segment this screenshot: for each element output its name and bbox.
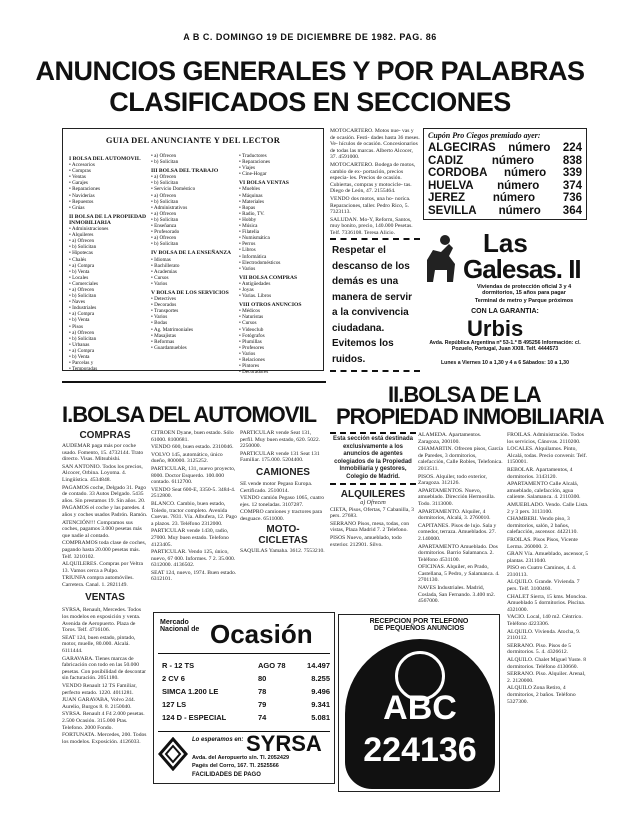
guide-item: • b) Solicitan <box>69 244 97 251</box>
ventas-head: VENTAS <box>85 592 125 604</box>
lottery-row <box>424 180 586 193</box>
guide-item: • Cine-Hogar <box>239 171 267 178</box>
guide-item: • b) Solicitan <box>151 198 179 205</box>
guide-item: • Naviderías <box>69 192 95 199</box>
guide-title: GUIA DEL ANUNCIANTE Y DEL LECTOR <box>105 135 281 145</box>
classified-ad: AMUEBLADO. Vendo. Calle Lista. 2 y 3 pers. 3113100. <box>507 501 589 515</box>
guide-item: • Materiales <box>239 198 265 205</box>
classified-ad: PISO en Cuatro Caminos, 4. 4. 2310113. <box>507 565 577 578</box>
galesas-guarantee: CON LA GARANTIA: <box>471 308 539 315</box>
guide-item: • a) Compra <box>69 347 95 354</box>
ocasion-model: 124 D - ESPECIAL <box>162 713 227 722</box>
lottery-number: 736 <box>562 192 582 204</box>
ocasion-heading <box>160 619 210 653</box>
guide-item: • Grúas <box>69 204 85 211</box>
guide-item: • Profesorado <box>151 229 180 236</box>
las-galesas-ad <box>423 226 587 374</box>
guide-item: • Reparaciones <box>239 159 271 166</box>
guide-item: • b) Solicitan <box>69 293 97 300</box>
classified-ad: PARTICULAR, 131, nuevo proyecto, 8000. Doctor Esquerdo. 100.000 contado. 6112700. <box>151 465 236 486</box>
guide-section-head: III BOLSA DEL TRABAJO <box>151 168 219 175</box>
classified-ad: VENDO camión Pegaso 1065, cuatro ejes. 12 toneladas. 3107287. <box>240 495 325 508</box>
guide-item: • Perros <box>239 241 256 248</box>
classified-ad: VOLVO 145, automático, único dueño, 800000. 3125252. <box>151 451 223 465</box>
classified-ad: ALQUILO. Chalet Miguel Yuste. 8 dormitorios. Teléfono 4130660. <box>507 657 587 670</box>
lottery-city: HUELVA <box>428 179 474 192</box>
lottery-city: CADIZ <box>428 154 464 167</box>
ocasion-year: 74 <box>258 713 267 722</box>
guide-section-head: VII BOLSA COMPRAS <box>239 274 298 281</box>
guide-item: • Pisos <box>69 323 84 330</box>
classified-ad: CAPITANES. Pisos de lujo. Sala y comedor, terraza. Amueblados. 27. 2.140000. <box>418 522 497 542</box>
ocasion-price: 9.496 <box>311 687 330 696</box>
ocasion-price: 8.255 <box>311 674 330 683</box>
guide-item: • a) Ofrecen <box>69 329 95 336</box>
classified-ad: SAN ANTONIO. Todos los precios, Alcocer, Orbina. Loyoma. 4. Lingüística. 4534848. <box>62 463 143 483</box>
page-header: A B C. DOMINGO 19 DE DICIEMBRE DE 1982. PAG. 86 <box>183 32 437 42</box>
classified-ad: ALQUILO. Vivienda. Atocha, 9. 2110112. <box>507 628 581 642</box>
guide-item: • Accesorios <box>69 162 95 169</box>
guide-item: • Joyas <box>239 286 254 293</box>
guide-section-head: IV BOLSA DE LA ENSEÑANZA <box>151 250 232 257</box>
ocasion-tag: Lo esperamos en: <box>192 737 244 743</box>
camiones-ads <box>240 481 326 523</box>
guide-item: • a) Ofrecen <box>151 174 177 181</box>
guide-item: • b) Solicitan <box>151 159 179 166</box>
classified-ad: SE vende motor Pegaso Europa. Certificado. 2510014. <box>240 480 313 494</box>
guide-item: • b) Venta <box>69 354 90 360</box>
auto-column-3 <box>240 430 326 610</box>
classified-ad: PARTICULAR vende Seat 131, perfil. Muy buen estado, 620. 5022. 2250000. <box>240 430 321 450</box>
guide-item: • Reparaciones <box>69 186 101 193</box>
guide-item: • b) Solicitan <box>151 180 179 187</box>
galesas-sub2: Terminal de metro y Parque próximos <box>474 298 574 304</box>
prop-intro: Esta sección está destinada exclusivamente a los anuncios de agentes colegiados de la Propiedad Inmobiliaria y gestores, Colegio de Madrid. <box>330 432 416 485</box>
classified-ad: AUDEMAR paga más por coche usado. Fomento, 15. 4732144. Trato directo. Visas. Mitsubishi. <box>62 443 144 463</box>
prop-column-3 <box>507 432 591 804</box>
compras-ads <box>62 443 148 588</box>
guide-column-1 <box>69 153 149 372</box>
lottery-number: 364 <box>562 204 582 217</box>
classified-ad: SALUDAN. Mo-Y, Reform, Santos, muy bonito, precio, 140.000 Pesetas. Telf. 7336108. Teresa Alicio. <box>330 216 413 236</box>
classified-ad: PISOS. Alquiler, todo exterior, Zaragoza. 312126. <box>418 473 487 487</box>
ofrecen-label: a) Ofrecen <box>360 500 386 506</box>
guide-section-head: V BOLSA DE LOS SERVICIOS <box>151 289 229 296</box>
ocasion-row <box>162 659 330 672</box>
guide-item: • Traductores <box>239 153 267 159</box>
guide-item: • b) Solicitan <box>151 216 179 223</box>
auto-column-2 <box>151 430 237 608</box>
classified-ad: COMPRO camiones y tractores para desguace. 6511000. <box>240 509 323 522</box>
classified-ad: PAGAMOS el coche y las paredes. 4 años y coches usados Padrón. Ramón. <box>62 505 148 518</box>
guide-item: • Guardamuebles <box>151 344 187 351</box>
ocasion-price: 14.497 <box>307 661 330 670</box>
prop-column-2 <box>418 432 504 612</box>
prop-column-1 <box>330 432 416 612</box>
guide-item: • Administrativos <box>151 204 188 211</box>
guide-item: • a) Ofrecen <box>151 192 177 199</box>
classified-ad: VENDO 600, buen estado. 2310046. <box>151 444 234 451</box>
classified-ad: BLANCO. Cambio, buen estado, Toledo, tractor completo. Avenida Cuevas. 7831. Vía. Albufera, 12. Pago a plazos. 23. Teléfono 2312000. <box>151 500 237 527</box>
lottery-number: 374 <box>562 179 582 192</box>
classified-ad: SAQUILAS Yamaha. 3612. 7553210. <box>240 547 325 554</box>
auto-col3-top <box>240 430 326 464</box>
classified-ad: PISOS Nuevo, amueblado, todo exterior. 212901. Silvo. <box>330 534 402 548</box>
guide-item: • Reformas <box>151 338 175 345</box>
classified-ad: CHAMBERI. Vendo piso, 3 dormitorios, salón, 2 baños, calefacción, ascensor. 4422110. <box>507 516 578 536</box>
classified-ad: APARTAMENTO Amueblado. Dos dormitorios. Barrio Salamanca. 2. Teléfono 4531100. <box>418 543 498 563</box>
camiones-head: CAMIONES <box>256 466 310 478</box>
guide-item: • Varias. Libros <box>239 293 272 300</box>
divider <box>62 381 326 383</box>
classified-ad: SYRSA, Renault, Mercedes. Todos los modelos en exposición y venta. Avenida de Aeropuerto. Plaza de Toros. Telf. 4716106. <box>62 607 142 634</box>
classified-ad: VENDO Renault 12 TS Familiar, perfecto estado. 1220. 4011281. <box>62 683 137 696</box>
classified-ad: OFICINAS. Alquiler, en Prado, Castellana, 5 Pedro, y Salamanca. 4. 2701130. <box>418 564 500 584</box>
classified-ad: SEAT 124, nuevo, 1974. Buen estado. 6312101. <box>151 569 237 583</box>
guide-item: • a) Ofrecen <box>151 210 177 217</box>
guide-item: • Administraciones <box>69 226 109 233</box>
guide-item: • Comerciales <box>69 280 99 287</box>
classified-ad: GRAN Vía. Amueblado, ascensor, 5 plantas. 2311040. <box>507 551 589 564</box>
lottery-number: 224 <box>562 142 582 154</box>
ventas-ads <box>62 607 148 745</box>
ocasion-year: 80 <box>258 674 267 683</box>
ocasion-head2: Nacional de <box>160 626 200 633</box>
lottery-row <box>424 192 586 205</box>
lottery-label: número <box>508 142 551 154</box>
section-prop-title2: PROPIEDAD INMOBILIARIA <box>336 404 604 429</box>
galesas-name1: Las <box>483 228 528 258</box>
guide-item: • Varios <box>239 265 256 272</box>
renault-logo <box>158 737 188 771</box>
guide-item: • b) Solicitan <box>69 335 97 342</box>
guide-item: • Ag. Matrimoniales <box>151 326 194 333</box>
classified-ad: ATENCIÓN!!! Compramos sus coches, pagamos 3.000 pesetas más que nadie al contado. <box>62 519 142 539</box>
guide-item: • Relaciones <box>239 357 265 363</box>
ocasion-table <box>162 659 330 724</box>
advertiser-guide <box>62 128 324 376</box>
page-title-line1: ANUNCIOS GENERALES Y POR PALABRAS <box>35 56 585 86</box>
guide-item: • Bodas <box>151 320 168 327</box>
guide-item: • Parcelas y <box>69 360 94 367</box>
guide-item: • Música <box>239 223 258 230</box>
classified-ad: GARAVABA. Tienes marcas de fabricación con todo en las 50.000 pesetas. Con posibilidad de descontar sin facturación. 2051180. <box>62 655 147 682</box>
classified-ad: FROILAS. Pisos Pisos, Vicente Lerma. 260000. 2. <box>507 536 578 550</box>
guide-item: • Cursos <box>151 274 169 281</box>
respect-notice <box>330 238 420 378</box>
guide-item: • Naturistas <box>239 314 264 321</box>
guide-item: • Plumillas <box>239 338 262 345</box>
compras-head: COMPRAS <box>79 430 131 441</box>
guide-item: • a) Ofrecen <box>69 286 95 293</box>
classified-ad: ALAMEDA. Apartamentos. Zaragoza, 200100. <box>418 432 482 445</box>
guide-item: • Transportes <box>151 308 179 315</box>
guide-item: • Varios <box>151 314 168 321</box>
galesas-hours: Lunes a Viernes 10 a 1,30 y 4 a 6 Sábados: 10 a 1,30 <box>441 360 569 366</box>
ocasion-head1: Mercado <box>160 619 189 626</box>
guide-item: • Idiomas <box>151 256 171 263</box>
classified-ad: FORTUNATA. Mercedes, 200. Todos los modelos. Exposición. 4126033. <box>62 732 147 745</box>
classified-ad: PARTICULAR vende 131 Seat 131 Familiar. 175.000. 5204400. <box>240 450 320 464</box>
guide-item: • b) Solicitan <box>151 241 179 248</box>
guide-item: • a) Compra <box>69 311 95 318</box>
guide-item: • Chalés <box>69 256 87 263</box>
lottery-number: 838 <box>562 154 582 167</box>
classified-ad: VACIO. Local, 140 m2. Céntrico. Teléfono 4223306. <box>507 614 583 628</box>
guide-item: • Naves <box>69 299 86 306</box>
classified-ad: SERRANO Pisos, mesa, todas, con vistas, Plaza Madrid 7. 2 Telefono. <box>330 520 410 534</box>
classified-ad: ALQUILO Zona Retiro, 4 dormitorios, 2 baños. Teléfono 5327300. <box>507 685 576 705</box>
lottery-row <box>424 155 586 168</box>
classified-ad: SEAT 124, buen estado, pintado, motor, muelle, 80.000. Alcalá. 6111444. <box>62 634 136 655</box>
guide-item: • Electrodomésticos <box>239 259 281 266</box>
lottery-row <box>424 142 586 155</box>
phone-reception-ad <box>338 614 500 792</box>
ocasion-price: 9.341 <box>311 700 330 709</box>
lottery-results-box <box>423 128 587 220</box>
guide-item: • Detectives <box>151 296 177 303</box>
telephone-illustration <box>345 639 495 789</box>
moto-head1: MOTO- <box>266 523 300 535</box>
ocasion-model: 127 LS <box>162 700 187 709</box>
guide-item: • Varios <box>151 280 168 287</box>
classified-ad: TRIUNFA compra automóviles. Carretera. Canal. 1. 2821149. <box>62 575 134 588</box>
alquileres-head: ALQUILERES <box>340 489 406 500</box>
ocasion-model: 2 CV 6 <box>162 674 185 683</box>
guide-item: • Pintores <box>239 363 260 370</box>
guide-item: • Fotógrafos <box>239 332 265 339</box>
guide-item: • Hipotecas <box>69 250 93 257</box>
lottery-row <box>424 167 586 180</box>
classified-ad: PARTICULAR vende 1430, radio, 27000. Muy buen estado. Telefono 4123405. <box>151 528 229 548</box>
ocasion-model: SIMCA 1.200 LE <box>162 687 219 696</box>
ocasion-row <box>162 698 330 711</box>
lottery-label: número <box>497 179 540 192</box>
recepcion-line1: RECEPCION POR TELEFONO <box>369 618 469 625</box>
classified-ad: PAGAMOS coche, Delgado 31. Pago de contado. 33 Autos Delgado. 5435 años. Sin prestamos 19. Sin años. 20. <box>62 484 147 504</box>
guide-section-head: VI BOLSA VENTAS <box>239 180 289 187</box>
urbis-logo: Urbis <box>467 316 524 341</box>
guide-item: • a) Ofrecen <box>69 238 95 245</box>
ocasion-model: R - 12 TS <box>162 661 195 670</box>
donkey-illustration <box>423 230 461 290</box>
classified-ad: ALQUILO. Grande. Vivienda. 7 pers. Telf. 3100460. <box>507 579 580 593</box>
guide-item: • Médicos <box>239 308 260 315</box>
lottery-label: número <box>504 167 547 179</box>
galesas-address: Avda. República Argentina nº 53-1.º B 495256 Información: c/. Pozuelo, Portugal, Juan XXIII. Telf. 4444573 <box>429 340 581 352</box>
classified-ad: APARTAMENTO. Alquiler, 4 dormitorios, Alcalá, 3. 2760010. <box>418 508 491 522</box>
classified-ad: JUAN GARAVABA, Volvo 244. Aurelio, Burgos 8. 8. 2150040. <box>62 697 136 710</box>
motorcycle-ads <box>330 128 420 236</box>
lottery-city: ALGECIRAS <box>428 142 496 154</box>
guide-item: • a) Ofrecen <box>151 235 177 242</box>
lottery-row <box>424 205 586 218</box>
galesas-sub: Viviendas de protección oficial 3 y 4 dormitorios, 15 años para pagar <box>476 284 572 296</box>
guide-item: • Enseñanza <box>151 223 177 230</box>
guide-item: • Viajes <box>239 165 255 172</box>
guide-item: • Filatelia <box>239 229 260 236</box>
classified-ad: MOTOCARTERO. Bodega de motos, cambio de ex- portación, precios especia- les. Precios de ocasión. Cubiertas, compras y motocicle- tas. Diego de León, 47. 2155464. <box>330 161 416 195</box>
lottery-label: número <box>491 154 535 167</box>
section-prop-title1: II.BOLSA DE LA <box>388 382 541 407</box>
guide-item: • Cursos <box>239 320 257 327</box>
ocasion-year: 78 <box>258 687 267 696</box>
classified-ad: CIETA, Pisos, Ofertas, 7 Cabanilla, 3 pers. 27683. <box>330 506 414 520</box>
guide-item: • Compras <box>69 168 91 175</box>
classified-ad: SERRANO. Piso. Alquiler. Arenal, 2. 2120000. <box>507 671 586 684</box>
guide-item: • Urbanas <box>69 341 90 348</box>
lottery-city: CORDOBA <box>428 167 488 179</box>
guide-item: • Garajes <box>69 180 88 187</box>
classified-ad: CHALET Sierra, 15 kms. Moncloa. Amueblado 5 dormitorios. Piscina. 4321000. <box>507 593 587 613</box>
prop-col1-ads <box>330 507 416 549</box>
abc-logo: ABC <box>383 689 457 727</box>
lottery-rows <box>424 142 586 217</box>
ocasion-brand: Ocasión <box>210 619 313 649</box>
classified-ad: NAVES Industriales. Madrid, Coslada, San Fernando. 3.400 m2. 4567000. <box>418 585 496 605</box>
classified-ad: FROILAS. Administración. Todos los servicios, Cánovas. 2110200. <box>507 432 584 445</box>
syrsa-pago: FACILIDADES DE PAGO <box>192 772 261 778</box>
ocasion-year: 79 <box>258 700 267 709</box>
lottery-city: JEREZ <box>428 192 466 204</box>
moto-head2: CICLETAS <box>258 534 308 546</box>
guide-item: • Academias <box>151 268 177 275</box>
guide-column-3 <box>239 153 323 375</box>
guide-item: • Temporadas <box>69 366 98 373</box>
classified-ad: APARTAMENTOS. Nuevo, amueblado. Dirección Hermosilla. Todo. 3113000. <box>418 487 496 507</box>
classified-ad: LOCALES. Alquilamos. Pinto, Alcalá, todas. Precio convenir. Telf. 1150001. <box>507 446 587 466</box>
mercado-ocasion-ad <box>153 612 335 784</box>
page-title-line2: CLASIFICADOS EN SECCIONES <box>109 87 511 117</box>
classified-ad: COMPRAMOS toda clase de coches, pagando hasta 20.000 pesetas más. Telf. 3210102. <box>62 540 147 560</box>
guide-item: • a) Ofrecen <box>151 153 177 159</box>
guide-column-2 <box>151 153 237 351</box>
guide-item: • Ventas <box>69 174 86 181</box>
guide-item: • Bachillerato <box>151 262 180 269</box>
classified-ad: REBOLAR. Apartamentos, 4 dormitorios. 3143120. <box>507 466 573 480</box>
guide-item: • b) Venta <box>69 317 90 324</box>
guide-item: • Locales <box>69 274 89 281</box>
guide-item: • Muebles <box>239 186 260 193</box>
classified-ad: PARTICULAR. Vendo 125, único, nuevo, 67 000. Informes. 7 2. 35.000. 6312000. 4136502. <box>151 549 236 569</box>
lottery-number: 339 <box>562 167 582 179</box>
respect-text: Respetar el descanso de los demás es una manera de servir a la convivencia ciudadana. Evitemos los ruidos. <box>330 238 420 372</box>
divider <box>158 653 330 654</box>
guide-item: • Ropas <box>239 204 256 211</box>
ocasion-year: AGO 78 <box>258 661 286 670</box>
auto-column-1 <box>62 428 148 793</box>
guide-section-head: VIII OTROS ANUNCIOS <box>239 302 302 309</box>
syrsa-addr1: Avda. del Aeropuerto s/n. Tl. 2052429 <box>192 755 290 761</box>
guide-section-head: I BOLSA DEL AUTOMOVIL <box>69 156 141 162</box>
guide-item: • a) Compra <box>69 262 95 269</box>
guide-item: • Industriales <box>69 305 97 312</box>
recepcion-line2: DE PEQUEÑOS ANUNCIOS <box>373 625 465 632</box>
classified-ad: APARTAMENTO Calle Alcalá, amueblado, calefacción, agua caliente. Salamanca. 4. 2110300. <box>507 481 581 501</box>
guide-item: • Profesores <box>239 344 265 351</box>
syrsa-logo: SYRSA <box>246 731 322 756</box>
ocasion-price: 5.081 <box>311 713 330 722</box>
classified-ad: SERRANO. Piso. Pisos de 5 dormitorios. 5. 4. 4326612. <box>507 642 572 656</box>
lottery-city: SEVILLA <box>428 204 477 217</box>
guide-item: • Máquinas <box>239 192 263 199</box>
classified-ad: CITROËN Dyane, buen estado. Sólo 61000. 8100681. <box>151 430 234 443</box>
classified-ad: CHAMARTIN. Ofrecen pisos, García de Paredes, 3 dormitorios, calefacción, Calle Robles, Telefonica. 2013511. <box>418 446 503 472</box>
classified-ad: VENDO dos motos, una ho- noríca. Reparaciones, taller. Pedro Rico, 5. 7323113. <box>330 195 411 216</box>
guide-item: • Videoclub <box>239 326 264 333</box>
guide-item: • Servicio Doméstico <box>151 186 196 193</box>
lottery-label: número <box>492 192 536 204</box>
guide-item: • Libros <box>239 247 256 254</box>
guide-item: • Hobby <box>239 216 257 223</box>
classified-ad: MOTOCARTERO. Motos nue- vas y de ocasión. Festi- dades hasta 36 meses. Ve- hículos de ocasión. Concesionarios de todas las marcas. Alberto Alcocer, 37. 4591000. <box>330 128 420 161</box>
guide-item: • Alquileres <box>69 232 94 239</box>
classified-ad: ALQUILERES. Compras por Veltra 13. Vamos cerca a Pulpo. <box>62 561 143 574</box>
guide-section-head: II BOLSA DE LA PROPIEDAD INMOBILIARIA <box>69 213 147 226</box>
moto-ads <box>240 548 326 555</box>
guide-item: • Masajistas <box>151 332 177 339</box>
lottery-title: Cupón Pro Ciegos premiado ayer: <box>428 131 541 140</box>
classified-ad: SYRSA. Renault 4 F4 2.000 pesetas. 2.500 Ocasión. 315.000 Ptas. Telefono. 2000 Fondo. <box>62 711 145 731</box>
ocasion-row <box>162 685 330 698</box>
galesas-name2: Galesas. II <box>463 254 581 284</box>
guide-item: • Repuestos <box>69 198 94 205</box>
guide-item: • Numismática <box>239 235 270 242</box>
guide-item: • Informática <box>239 253 267 260</box>
lottery-label: número <box>498 204 541 217</box>
classified-ad: VENDO Seat 600-E, 3350-5. 3484-4. 2512800. <box>151 486 236 500</box>
section-auto-title: I.BOLSA DEL AUTOMOVIL <box>62 402 317 427</box>
ocasion-row <box>162 711 330 724</box>
guide-item: • Decoradores <box>239 369 269 376</box>
guide-item: • Radio, TV. <box>239 210 265 217</box>
guide-item: • b) Venta <box>69 268 90 275</box>
ocasion-row <box>162 672 330 685</box>
syrsa-addr2: Pagés del Corro, 167. Tl. 2525566 <box>192 763 279 769</box>
guide-item: • Antigüedades <box>239 280 271 287</box>
guide-item: • Varios <box>239 350 256 357</box>
guide-item: • Decorados <box>151 302 177 309</box>
phone-number: 224136 <box>363 731 477 769</box>
